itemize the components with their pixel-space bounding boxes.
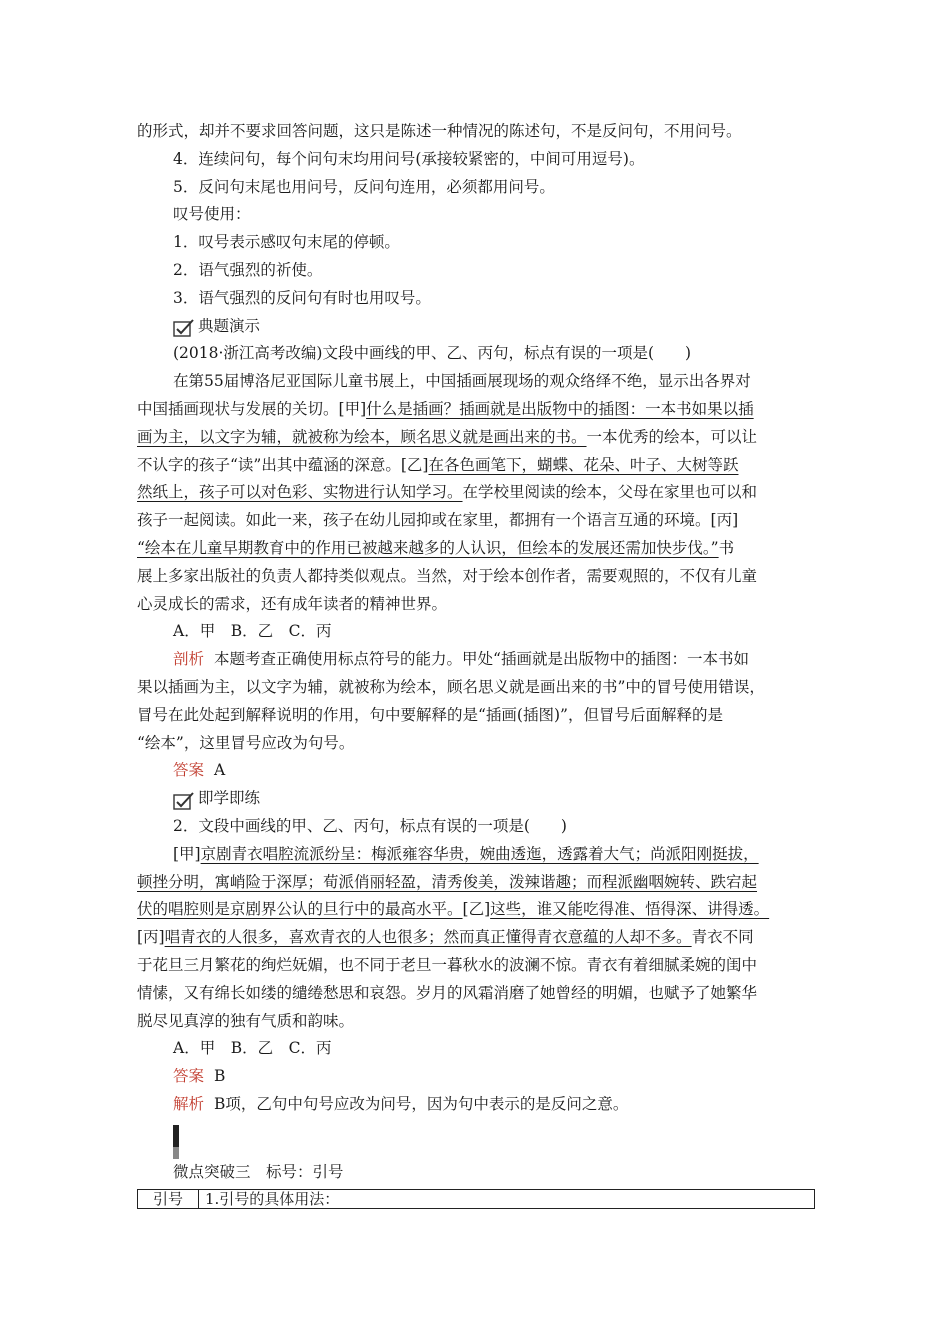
section-title-block bbox=[137, 1125, 817, 1185]
text-line: 3．语气强烈的反问句有时也用叹号。 bbox=[173, 288, 431, 307]
passage-line: “绘本在儿童早期教育中的作用已被越来越多的人认识，但绘本的发展还需加快步伐。”书 bbox=[137, 538, 735, 557]
analysis-line: 果以插画为主，以文字为辅，就被称为绘本，顾名思义就是画出来的书”中的冒号使用错误， bbox=[137, 677, 765, 696]
passage-line: 情愫，又有绵长如缕的缱绻愁思和哀怨。岁月的风霜消磨了她曾经的明媚，也赋予了她繁华 bbox=[137, 983, 758, 1002]
answer-line: 答案 B bbox=[173, 1067, 226, 1086]
section-heading-dianti: 典题演示 bbox=[137, 313, 817, 341]
passage-line: 顿挫分明，寓峭险于深厚；荀派俏丽轻盈，清秀俊美，泼辣谐趣；而程派幽咽婉转、跌宕起 bbox=[137, 872, 758, 891]
passage-line: [甲]京剧青衣唱腔流派纷呈：梅派雍容华贵，婉曲透迤，透露着大气；尚派阳刚挺拔， bbox=[173, 844, 759, 863]
text-line: 的形式，却并不要求回答问题，这只是陈述一种情况的陈述句，不是反问句，不用问号。 bbox=[137, 122, 742, 140]
checkmark-icon bbox=[173, 319, 195, 337]
section-title: 微点突破三 标号：引号 bbox=[173, 1162, 344, 1181]
options: A．甲 B．乙 C．丙 bbox=[173, 622, 332, 641]
document-page bbox=[137, 118, 817, 1185]
text-line: 叹号使用： bbox=[173, 205, 251, 224]
table-cell: 1.引号的具体用法： bbox=[199, 1190, 815, 1209]
section-bar-decoration bbox=[173, 1147, 179, 1159]
passage-line: 展上多家出版社的负责人都持类似观点。当然，对于绘本创作者，需要观照的，不仅有儿童 bbox=[137, 566, 758, 585]
passage-line: 于花旦三月繁花的绚烂妩媚，也不同于老旦一暮秋水的波澜不惊。青衣有着细腻柔婉的闺中 bbox=[137, 955, 758, 974]
answer-line: 答案 A bbox=[173, 761, 226, 780]
passage-line: [丙]唱青衣的人很多，喜欢青衣的人也很多；然而真正懂得青衣意蕴的人却不多。青衣不同 bbox=[137, 928, 754, 947]
analysis-line: 解析 B项，乙句中句号应改为问号，因为句中表示的是反问之意。 bbox=[173, 1094, 629, 1113]
analysis-line: 剖析 本题考查正确使用标点符号的能力。甲处“插画就是出版物中的插图：一本书如 bbox=[173, 650, 749, 669]
checkmark-icon bbox=[173, 792, 195, 810]
passage-line: 脱尽见真淳的独有气质和韵味。 bbox=[137, 1011, 355, 1030]
usage-table bbox=[137, 1189, 815, 1209]
passage-line: 心灵成长的需求，还有成年读者的精神世界。 bbox=[137, 594, 448, 613]
text-line: 2．语气强烈的祈使。 bbox=[173, 260, 323, 279]
text-line: 1．叹号表示感叹句末尾的停顿。 bbox=[173, 233, 400, 252]
text-line: 4．连续问句，每个问句末均用问号(承接较紧密的，中间可用逗号)。 bbox=[173, 149, 645, 168]
passage-line: 伏的唱腔则是京剧界公认的旦行中的最高水平。[乙]这些，谁又能吃得准、悟得深、讲得透。 bbox=[137, 900, 770, 919]
passage-line: 孩子一起阅读。如此一来，孩子在幼儿园抑或在家里，都拥有一个语言互通的环境。[丙] bbox=[137, 511, 739, 530]
answer-label: 答案 bbox=[173, 1067, 205, 1086]
analysis-line: 冒号在此处起到解释说明的作用，句中要解释的是“插画(插图)”，但冒号后面解释的是 bbox=[137, 705, 723, 724]
passage-line: 中国插画现状与发展的关切。[甲]什么是插画？插画就是出版物中的插图：一本书如果以插 bbox=[137, 399, 754, 418]
passage-line: 然纸上，孩子可以对色彩、实物进行认知学习。在学校里阅读的绘本，父母在家里也可以和 bbox=[137, 483, 758, 502]
analysis-label: 解析 bbox=[173, 1094, 205, 1113]
question-text: (2018·浙江高考改编)文段中画线的甲、乙、丙句，标点有误的一项是( ) bbox=[173, 344, 692, 363]
section-heading-jixue: 即学即练 bbox=[137, 785, 817, 813]
passage-line: 在第55届博洛尼亚国际儿童书展上，中国插画展现场的观众络绎不绝，显示出各界对 bbox=[173, 372, 751, 391]
table-cell: 引号 bbox=[138, 1190, 199, 1209]
options: A．甲 B．乙 C．丙 bbox=[173, 1039, 332, 1058]
passage-line: 画为主，以文字为辅，就被称为绘本，顾名思义就是画出来的书。一本优秀的绘本，可以让 bbox=[137, 427, 758, 446]
analysis-label: 剖析 bbox=[173, 650, 205, 669]
passage-line: 不认字的孩子“读”出其中蕴涵的深意。[乙]在各色画笔下，蝴蝶、花朵、叶子、大树等跃 bbox=[137, 455, 739, 474]
text-line: 5．反问句末尾也用问号，反问句连用，必须都用问号。 bbox=[173, 177, 555, 196]
analysis-line: “绘本”，这里冒号应改为句号。 bbox=[137, 733, 355, 752]
question-text: 2．文段中画线的甲、乙、丙句，标点有误的一项是( ) bbox=[173, 816, 567, 835]
table-row bbox=[138, 1190, 815, 1209]
answer-label: 答案 bbox=[173, 761, 205, 780]
